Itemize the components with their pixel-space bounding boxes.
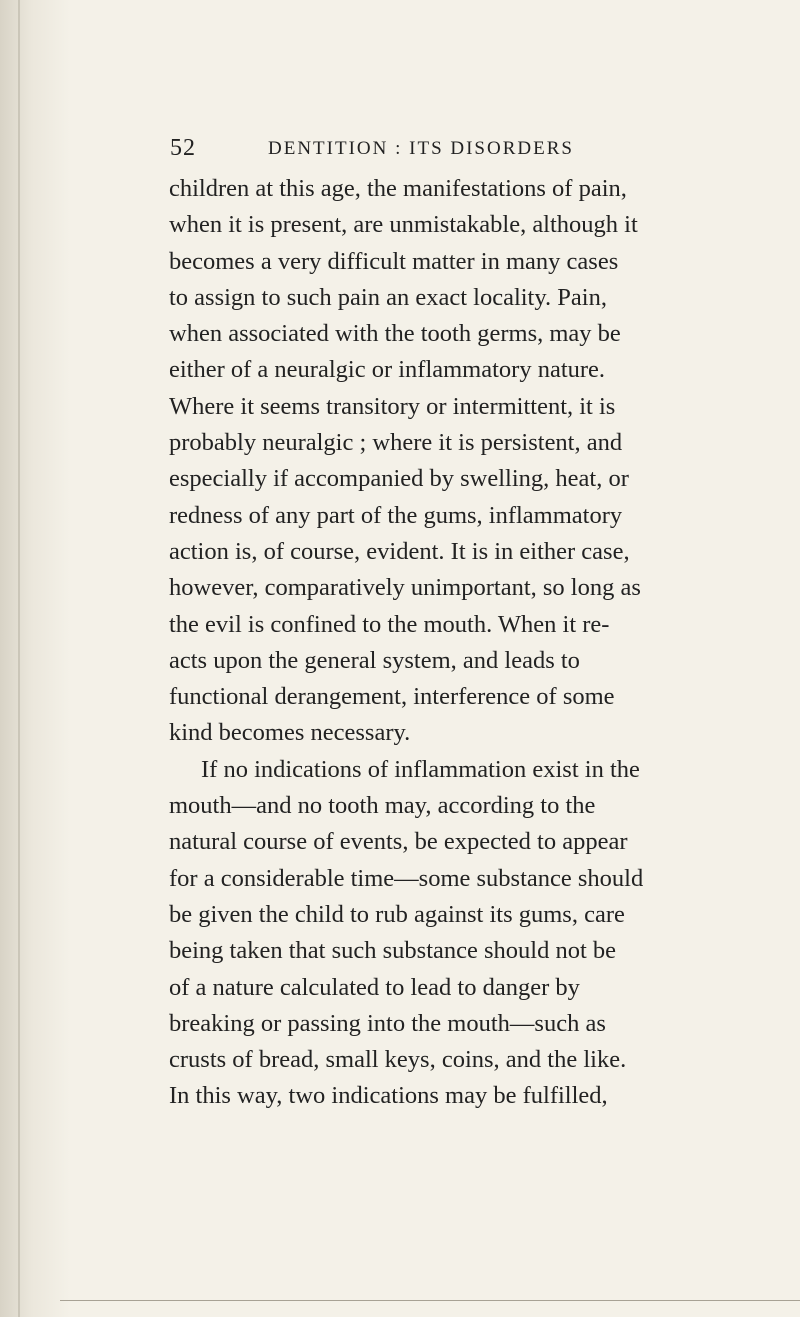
text-line: for a considerable time—some substance should <box>169 864 644 892</box>
text-line: to assign to such pain an exact locality. Pain, <box>169 283 607 311</box>
text-line: mouth—and no tooth may, according to the <box>169 792 596 820</box>
text-line: crusts of bread, small keys, coins, and the like. <box>169 1046 627 1074</box>
body-text <box>169 171 769 1115</box>
text-line: the evil is confined to the mouth. When it re- <box>169 610 610 638</box>
text-line: becomes a very difficult matter in many cases <box>169 247 619 275</box>
text-line: being taken that such substance should not be <box>169 937 617 965</box>
text-line: however, comparatively unimportant, so long as <box>169 574 641 602</box>
page-gutter <box>0 0 70 1317</box>
text-line: when it is present, are unmistakable, although it <box>169 211 638 239</box>
text-line: redness of any part of the gums, inflammatory <box>169 501 623 529</box>
text-line: of a nature calculated to lead to danger by <box>169 973 580 1001</box>
text-line: acts upon the general system, and leads to <box>169 646 580 674</box>
binding-edge <box>18 0 20 1317</box>
text-line: Where it seems transitory or intermittent, it is <box>169 392 616 420</box>
text-line: action is, of course, evident. It is in either case, <box>169 537 630 565</box>
running-head: DENTITION : ITS DISORDERS <box>268 138 574 159</box>
text-line: probably neuralgic ; where it is persistent, and <box>169 429 623 457</box>
bottom-edge <box>60 1300 800 1301</box>
text-line: be given the child to rub against its gums, care <box>169 900 625 928</box>
text-line: children at this age, the manifestations of pain, <box>169 175 627 202</box>
text-line: either of a neuralgic or inflammatory nature. <box>169 356 606 384</box>
text-line: kind becomes necessary. <box>169 719 411 747</box>
text-line: functional derangement, interference of some <box>169 683 615 711</box>
text-line: especially if accompanied by swelling, heat, or <box>169 465 629 493</box>
page-number: 52 <box>170 135 196 161</box>
paragraph-start-line: If no indications of inflammation exist in the <box>201 755 640 783</box>
text-line: breaking or passing into the mouth—such as <box>169 1009 606 1037</box>
text-line: natural course of events, be expected to appear <box>169 828 628 856</box>
text-line: In this way, two indications may be fulfilled, <box>169 1082 608 1110</box>
text-line: when associated with the tooth germs, may be <box>169 320 621 348</box>
page-header <box>170 135 672 167</box>
